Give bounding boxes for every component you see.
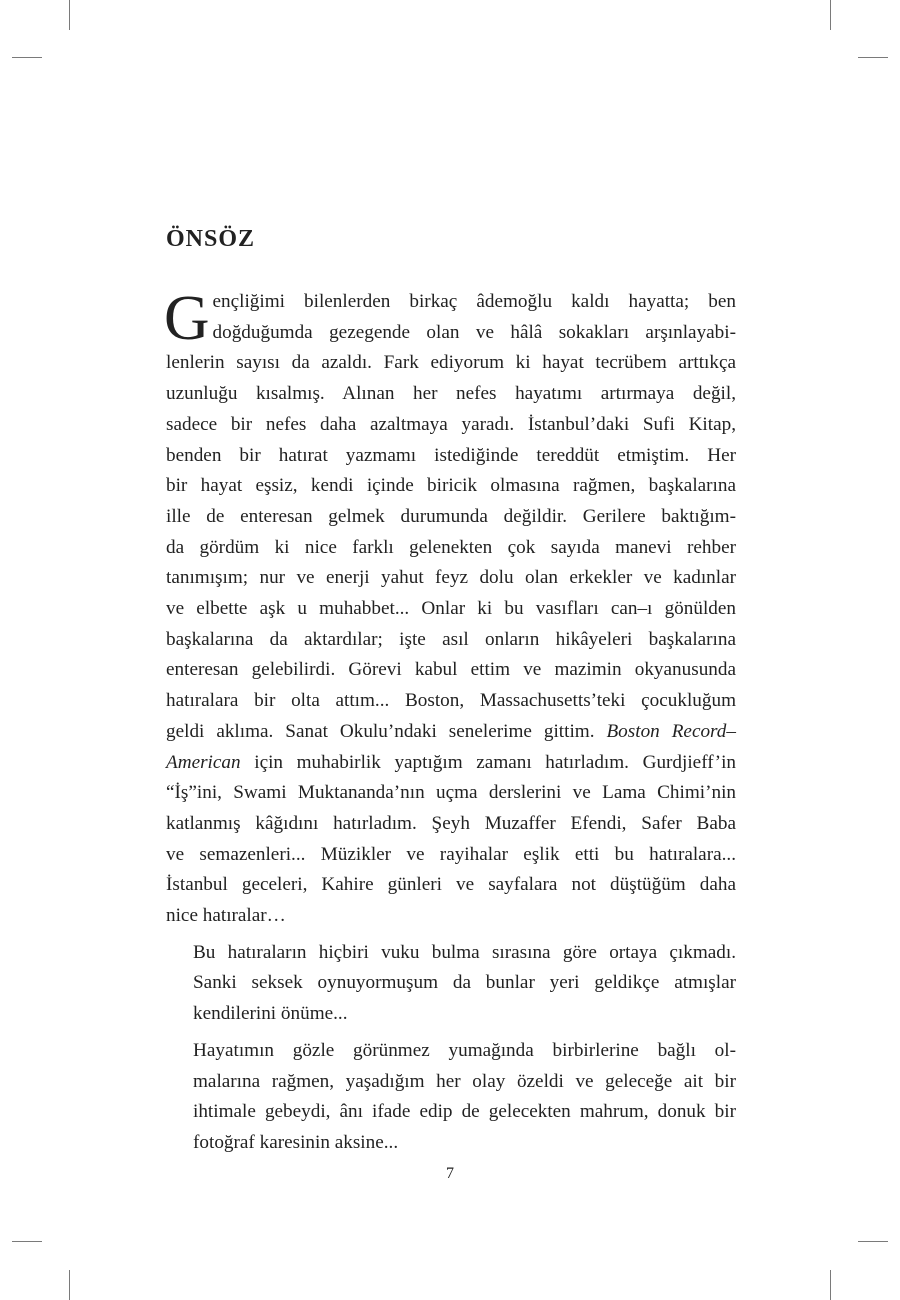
drop-cap: G	[164, 283, 210, 353]
text-line: Sanki seksek oynuyormuşum da bunlar yeri geldikçe atmışlar	[193, 972, 736, 994]
text-line: “İş”ini, Swami Muktananda’nın uçma derslerini ve Lama Chimi’nin	[166, 782, 736, 804]
text-line: enteresan gelebilirdi. Görevi kabul ettim ve mazimin okyanusunda	[166, 659, 736, 681]
paragraph-3	[166, 1036, 736, 1159]
page-number: 7	[446, 1165, 454, 1182]
text-line: kendilerini önüme...	[193, 1003, 348, 1025]
crop-mark-right-bottom	[858, 1241, 888, 1242]
newspaper-title-cont: American	[166, 751, 241, 773]
crop-mark-top-right	[830, 0, 831, 30]
paragraph-2	[166, 938, 736, 1030]
crop-mark-left-bottom	[12, 1241, 42, 1242]
paragraph-1	[164, 283, 736, 932]
crop-mark-bottom-left	[69, 1270, 70, 1300]
text-line: ille de enteresan gelmek durumunda değildir. Gerilere baktığım-	[166, 505, 736, 527]
crop-mark-top-left	[69, 0, 70, 30]
newspaper-title: Boston Record–	[606, 720, 736, 742]
crop-mark-left-top	[12, 57, 42, 58]
text-line: sadece bir nefes daha azaltmaya yaradı. İstanbul’daki Sufi Kitap,	[166, 413, 736, 435]
body-text	[164, 283, 736, 1165]
text-line	[166, 748, 736, 779]
text-line: hatıralara bir olta attım... Boston, Massachusetts’teki çocukluğum	[166, 690, 736, 712]
text-line: Bu hatıraların hiçbiri vuku bulma sırasına göre ortaya çıkmadı.	[193, 941, 736, 963]
text-line: ve semazenleri... Müzikler ve rayihalar eşlik etti bu hatıralara...	[166, 843, 736, 865]
text-line: katlanmış kâğıdını hatırladım. Şeyh Muzaffer Efendi, Safer Baba	[166, 812, 736, 834]
text-line: da gördüm ki nice farklı gelenekten çok sayıda manevi rehber	[166, 536, 736, 558]
text-line: ençliğimi bilenlerden birkaç âdemoğlu kaldı hayatta; ben	[212, 291, 736, 312]
text-line: bir hayat eşsiz, kendi içinde biricik olmasına rağmen, başkalarına	[166, 475, 736, 497]
text-line: benden bir hatırat yazmamı istediğinde tereddüt etmiştim. Her	[166, 444, 736, 466]
text-line: uzunluğu kısalmış. Alınan her nefes hayatımı artırmaya değil,	[166, 383, 736, 405]
line-text: için muhabirlik yaptığım zamanı hatırladım. Gurdjieff’in	[240, 751, 736, 773]
text-line: başkalarına da aktardılar; işte asıl onların hikâyeleri başkalarına	[166, 628, 736, 650]
text-line: ve elbette aşk u muhabbet... Onlar ki bu vasıfları can–ı gönülden	[166, 598, 736, 620]
text-line: nice hatıralar…	[166, 905, 286, 927]
text-line: ihtimale gebeydi, ânı ifade edip de gelecekten mahrum, donuk bir	[193, 1101, 736, 1123]
text-line: malarına rağmen, yaşadığım her olay özeldi ve geleceğe ait bir	[193, 1070, 736, 1092]
text-line: tanımışım; nur ve enerji yahut feyz dolu olan erkekler ve kadınlar	[166, 567, 736, 589]
crop-mark-right-top	[858, 57, 888, 58]
text-line: İstanbul geceleri, Kahire günleri ve sayfalara not düştüğüm daha	[166, 874, 736, 896]
text-line: Hayatımın gözle görünmez yumağında birbirlerine bağlı ol-	[193, 1039, 736, 1061]
text-line: lenlerin sayısı da azaldı. Fark ediyorum ki hayat tecrübem arttıkça	[166, 352, 736, 374]
text-line	[166, 717, 736, 748]
text-line: doğduğumda gezegende olan ve hâlâ sokakları arşınlayabi-	[212, 321, 736, 343]
text-line: fotoğraf karesinin aksine...	[193, 1131, 399, 1153]
crop-mark-bottom-right	[830, 1270, 831, 1300]
line-text: geldi aklıma. Sanat Okulu’ndaki senelerime gittim.	[166, 720, 607, 742]
chapter-heading: ÖNSÖZ	[166, 226, 256, 252]
